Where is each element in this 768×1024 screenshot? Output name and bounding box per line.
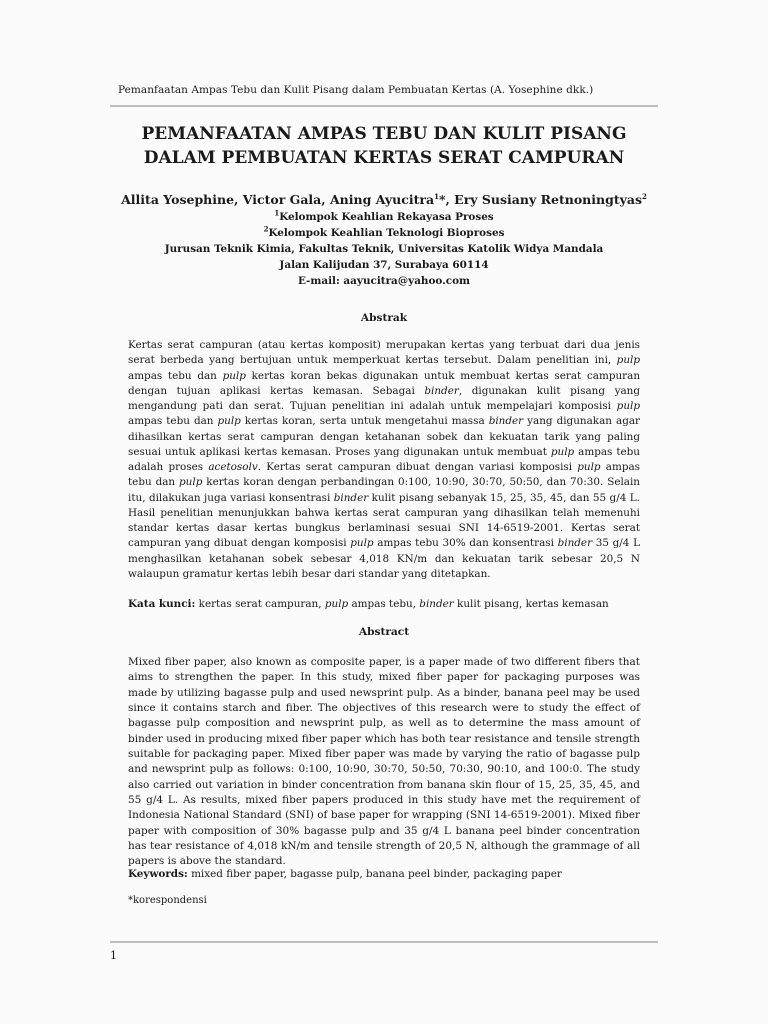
- text-run: ampas tebu dan: [128, 415, 218, 428]
- text-run: kertas koran dengan perbandingan 0:100, 10:90, 30:70, 50:50, dan 70:30. Selain itu, dilakukan juga variasi konsentrasi: [128, 476, 641, 504]
- italic-term: acetosolv: [208, 461, 258, 473]
- abstract-heading: Abstract: [358, 626, 410, 638]
- kata-kunci-label: Kata kunci:: [128, 598, 196, 610]
- text-run: kulit pisang sebanyak 15, 25, 35, 45, dan 55 g/4 L. Hasil penelitian menunjukkan bahwa kertas serat campuran yang dihasilkan telah memenuhi standar kertas dasar kertas bungkus berlaminasi sesuai SNI 14-6519-2001. Kertas serat campuran yang dibuat dengan komposisi: [128, 491, 640, 550]
- italic-term: pulp: [577, 461, 601, 473]
- italic-term: pulp: [616, 354, 640, 367]
- title-line-2: DALAM PEMBUATAN KERTAS SERAT CAMPURAN: [143, 148, 625, 168]
- italic-term: binder: [557, 537, 593, 550]
- text-run: ampas tebu 30% dan konsentrasi: [373, 537, 558, 550]
- text-run: . Kertas serat campuran dibuat dengan variasi komposisi: [257, 461, 578, 473]
- text-run: Kertas serat campuran (atau kertas komposit) merupakan kertas yang terbuat dari dua jenis serat berbeda yang bertujuan untuk memperkuat kertas tersebut. Dalam penelitian ini,: [128, 339, 640, 367]
- italic-term: pulp: [324, 598, 349, 610]
- italic-term: pulp: [350, 537, 374, 550]
- affiliation-2-sup: 2: [263, 224, 269, 234]
- italic-term: pulp: [616, 400, 640, 412]
- text-run: 35 g/4 L menghasilkan ketahanan sobek sebesar 4,018 KN/m dan kekuatan tarik sebesar 20,5 N walaupun gramatur kertas lebih besar dari standar yang ditetapkan.: [128, 537, 640, 580]
- paper-title: [110, 122, 658, 170]
- authors-part-2: *, Ery Susiany Retnoningtyas: [438, 192, 642, 207]
- italic-term: binder: [488, 415, 524, 428]
- affiliation-email: E-mail: aayucitra@yahoo.com: [297, 275, 471, 287]
- keywords-text: mixed fiber paper, bagasse pulp, banana peel binder, packaging paper: [187, 868, 562, 880]
- affiliation-address: Jalan Kalijudan 37, Surabaya 60114: [279, 259, 489, 271]
- text-run: ampas tebu,: [348, 598, 420, 610]
- italic-term: pulp: [217, 415, 241, 428]
- text-run: ampas tebu dan: [128, 369, 223, 382]
- header-divider: [110, 105, 658, 107]
- text-run: , digunakan kulit pisang yang mengandung pati dan serat. Tujuan penelitian ini adalah untuk mempelajari komposisi: [128, 384, 641, 412]
- italic-term: pulp: [222, 369, 246, 382]
- title-line-1: PEMANFAATAN AMPAS TEBU DAN KULIT PISANG: [141, 124, 627, 144]
- text-run: yang digunakan agar dihasilkan kertas serat campuran dengan ketahanan sobek dan kekuatan tarik yang paling sesuai untuk aplikasi kertas kemasan. Proses yang digunakan untuk membuat: [128, 415, 641, 458]
- authors-part-1: Allita Yosephine, Victor Gala, Aning Ayucitra: [121, 192, 435, 207]
- author-sup-1: 1: [434, 191, 439, 201]
- affiliation-1-text: Kelompok Keahlian Rekayasa Proses: [279, 211, 494, 223]
- text-run: ampas tebu adalah proses: [128, 445, 640, 473]
- text-run: kertas koran, serta untuk mengetahui massa: [240, 415, 489, 428]
- affiliation-2-text: Kelompok Keahlian Teknologi Bioproses: [268, 227, 505, 239]
- author-sup-2: 2: [642, 191, 647, 201]
- italic-term: binder: [333, 491, 369, 504]
- keywords-line: [128, 868, 648, 880]
- keywords-label: Keywords:: [128, 868, 188, 880]
- kata-kunci-line: [128, 598, 648, 610]
- italic-term: pulp: [179, 476, 203, 489]
- italic-term: pulp: [550, 445, 575, 458]
- italic-term: binder: [419, 598, 454, 610]
- affiliation-1: [110, 209, 658, 226]
- text-run: ampas tebu dan: [128, 461, 641, 489]
- running-head: Pemanfaatan Ampas Tebu dan Kulit Pisang dalam Pembuatan Kertas (A. Yosephine dkk.): [118, 84, 594, 96]
- text-run: kertas serat campuran,: [195, 598, 325, 610]
- footnote-correspondence: *korespondensi: [128, 895, 207, 906]
- abstrak-heading: Abstrak: [360, 312, 408, 324]
- text-run: kertas koran bekas digunakan untuk membuat kertas serat campuran dengan tujuan aplikasi kertas kemasan. Sebagai: [128, 369, 641, 397]
- affiliation-department: Jurusan Teknik Kimia, Fakultas Teknik, Universitas Katolik Widya Mandala: [164, 243, 604, 255]
- footer-divider: [110, 941, 658, 943]
- text-run: kulit pisang, kertas kemasan: [453, 598, 609, 610]
- kata-kunci-text: [195, 598, 608, 610]
- italic-term: binder: [424, 384, 459, 397]
- page-number: 1: [110, 949, 117, 962]
- affiliation-2: [110, 225, 658, 242]
- affiliation-1-sup: 1: [274, 208, 280, 218]
- abstract-paragraph: Mixed fiber paper, also known as composite paper, is a paper made of two different fibers that aims to strengthen the paper. In this study, mixed fiber paper for packaging purposes was made by utilizing bagasse pulp and used newsprint pulp. As a binder, banana peel may be used since it contains starch and fiber. The objectives of this research were to study the effect of bagasse pulp composition and newsprint pulp, as well as to determine the mass amount of binder used in producing mixed fiber paper which has both tear resistance and tensile strength suitable for packaging paper. Mixed fiber paper was made by varying the ratio of bagasse pulp and newsprint pulp as follows: 0:100, 10:90, 30:70, 50:50, 70:30, 90:10, and 100:0. The study also carried out variation in binder concentration from banana skin flour of 15, 25, 35, 45, and 55 g/4 L. As results, mixed fiber papers produced in this study have met the requirement of Indonesia National Standard (SNI) of base paper for wrapping (SNI 14-6519-2001). Mixed fiber paper with composition of 30% bagasse pulp and 35 g/4 L banana peel binder concentration has tear resistance of 4,018 kN/m and tensile strength of 20,5 N, although the grammage of all papers is above the standard.: [128, 656, 640, 868]
- abstrak-paragraph: [128, 338, 640, 582]
- author-list: [100, 192, 668, 207]
